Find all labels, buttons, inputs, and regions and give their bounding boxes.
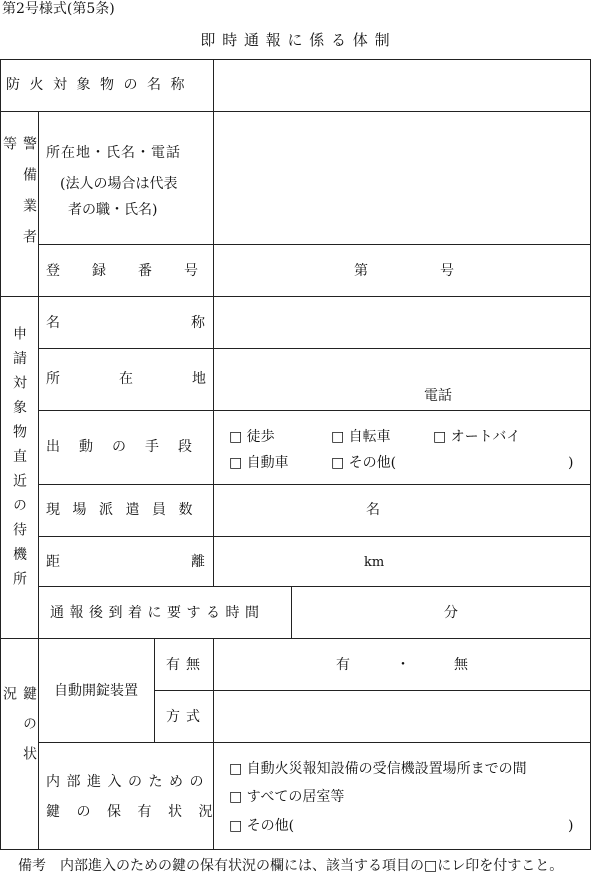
distance-field[interactable]: [214, 537, 590, 586]
registration-label: 登録番号: [46, 263, 230, 279]
key-holding-label-line1: 内部進入のための: [46, 774, 210, 790]
registration-number-field[interactable]: [370, 250, 436, 290]
security-group-label: [1, 136, 37, 276]
dispatch-other-checkbox[interactable]: □ その他(: [331, 455, 397, 471]
arrival-time-label: 通報後到着に要する時間: [50, 605, 265, 621]
standby-group-label: [8, 326, 30, 618]
standby-group-label-text: 申請対象物直近の待機所: [11, 326, 27, 596]
address-label-line3: 者の職・氏名): [68, 202, 158, 218]
auto-lock-label: 自動開錠装置: [54, 683, 138, 699]
arrival-time-unit: 分: [444, 605, 458, 621]
dispatch-car-checkbox[interactable]: □ 自動車: [229, 455, 289, 471]
target-name-label: [6, 78, 206, 92]
footnote: 備考 内部進入のための鍵の保有状況の欄には、該当する項目の□にレ印を付すこと。: [18, 858, 564, 874]
key-group-label: [1, 686, 37, 800]
key-other-checkbox[interactable]: □ その他(: [229, 818, 295, 834]
staff-count-field[interactable]: [214, 485, 590, 536]
distance-label: 距離: [46, 554, 336, 570]
target-name-field[interactable]: [214, 60, 590, 111]
form-number: 第2号様式(第5条): [2, 1, 115, 17]
location-field[interactable]: [214, 349, 590, 410]
staff-count-unit: 名: [366, 502, 380, 518]
dispatch-walk-checkbox[interactable]: □ 徒歩: [229, 429, 275, 445]
staff-count-label: 現場派遣員数: [46, 502, 205, 518]
dispatch-other-close-paren: ): [568, 455, 574, 471]
target-name-label-text: 防火対象物の名称: [6, 77, 194, 93]
address-label-line2: (法人の場合は代表: [60, 176, 178, 192]
registration-prefix: 第: [354, 263, 368, 279]
key-receiver-checkbox[interactable]: □ 自動火災報知設備の受信機設置場所までの間: [229, 761, 527, 777]
dispatch-motorcycle-checkbox[interactable]: □ オートバイ: [433, 429, 521, 445]
phone-label: 電話: [424, 388, 452, 404]
location-label: 所在地: [46, 371, 265, 387]
dispatch-means-label: 出動の手段: [46, 439, 211, 455]
key-holding-label-line2: 鍵の保有状況: [46, 804, 229, 820]
standby-name-field[interactable]: [214, 297, 590, 348]
presence-yes[interactable]: 有: [336, 657, 350, 673]
arrival-time-field[interactable]: [292, 587, 590, 638]
presence-no[interactable]: 無: [454, 657, 468, 673]
security-group-label-text: 警備業者等: [1, 136, 37, 260]
distance-unit: km: [364, 555, 385, 570]
method-label: 方式: [166, 709, 206, 725]
dispatch-bicycle-checkbox[interactable]: □ 自転車: [331, 429, 391, 445]
name-label: 名称: [46, 315, 336, 331]
key-other-close-paren: ): [568, 818, 574, 834]
presence-separator: ・: [396, 657, 410, 673]
presence-label: 有無: [166, 657, 206, 673]
key-group-label-text: 鍵の状況: [1, 686, 37, 776]
page-title: 即 時 通 報 に 係 る 体 制: [200, 31, 391, 49]
address-field[interactable]: [214, 112, 590, 244]
key-all-rooms-checkbox[interactable]: □ すべての居室等: [229, 789, 345, 805]
registration-suffix: 号: [440, 263, 454, 279]
address-label-line1: 所在地・氏名・電話: [46, 145, 181, 161]
method-field[interactable]: [214, 691, 590, 742]
